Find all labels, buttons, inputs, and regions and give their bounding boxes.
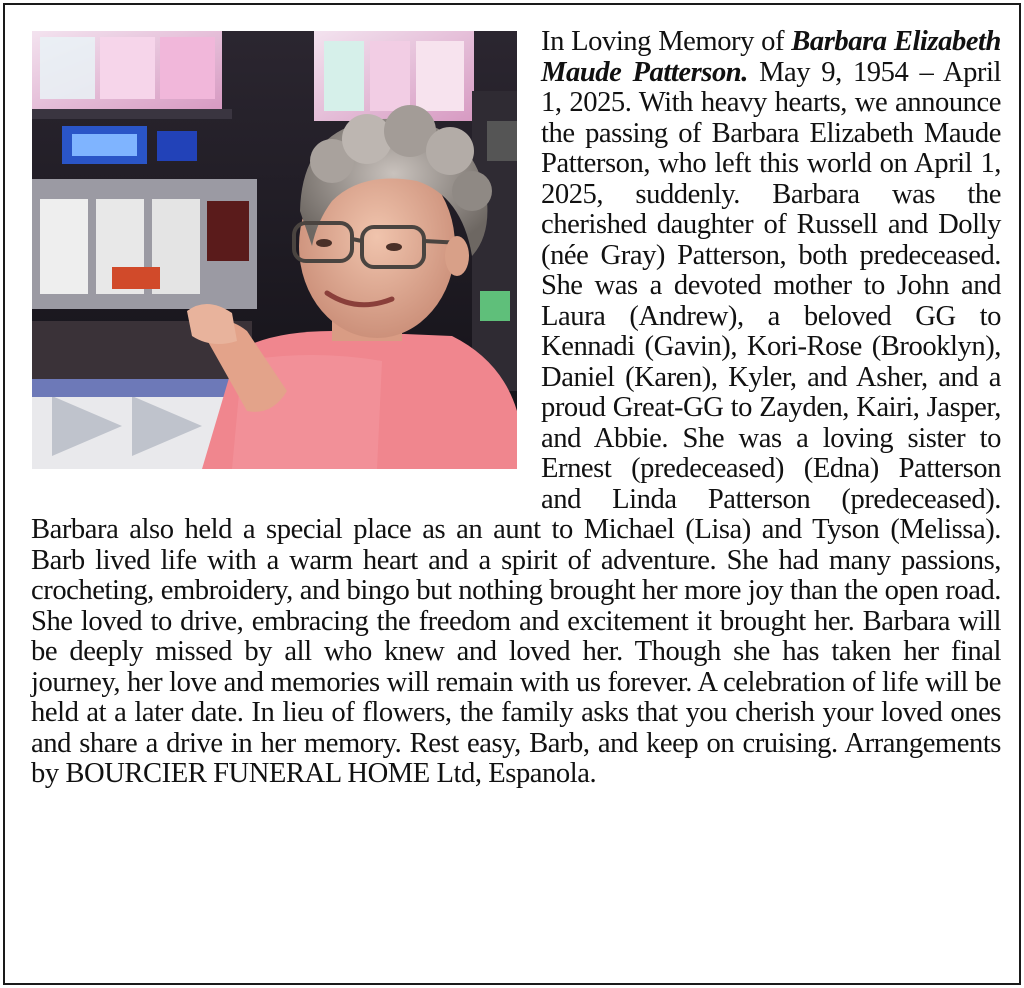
- obituary-text: [31, 27, 1001, 790]
- obituary-frame: [3, 3, 1021, 985]
- obituary-body: May 9, 1954 – April 1, 2025. With heavy hearts, we announce the passing of Barbara Elizabeth Maude Patterson, who left this world on April 1, 2025, suddenly. Barbara was the cherished daughter of Russell and Dolly (née Gray) Patterson, both predeceased. She was a devoted mother to John and Laura (Andrew), a beloved GG to Kennadi (Gavin), Kori-Rose (Brooklyn), Daniel (Karen), Kyler, and Asher, and a proud Great-GG to Zayden, Kairi, Jasper, and Abbie. She was a loving sister to Ernest (predeceased) (Edna) Patterson and Linda Patterson (predeceased). Barbara also held a special place as an aunt to Michael (Lisa) and Tyson (Melissa). Barb lived life with a warm heart and a spirit of adventure. She had many passions, crocheting, embroidery, and bingo but nothing brought her more joy than the open road. She loved to drive, embracing the freedom and excitement it brought her. Barbara will be deeply missed by all who knew and loved her. Though she has taken her final journey, her love and memories will remain with us forever. A celebration of life will be held at a later date. In lieu of flowers, the family asks that you cherish your loved ones and share a drive in her memory. Rest easy, Barb, and keep on cruising. Arrangements by BOURCIER FUNERAL HOME Ltd, Espanola.: [31, 56, 1001, 789]
- deceased-name: Barbara Elizabeth Maude Patterson.: [541, 26, 1001, 88]
- obituary-intro: In Loving Memory of: [541, 26, 792, 57]
- photo-wrap-spacer: [31, 27, 541, 485]
